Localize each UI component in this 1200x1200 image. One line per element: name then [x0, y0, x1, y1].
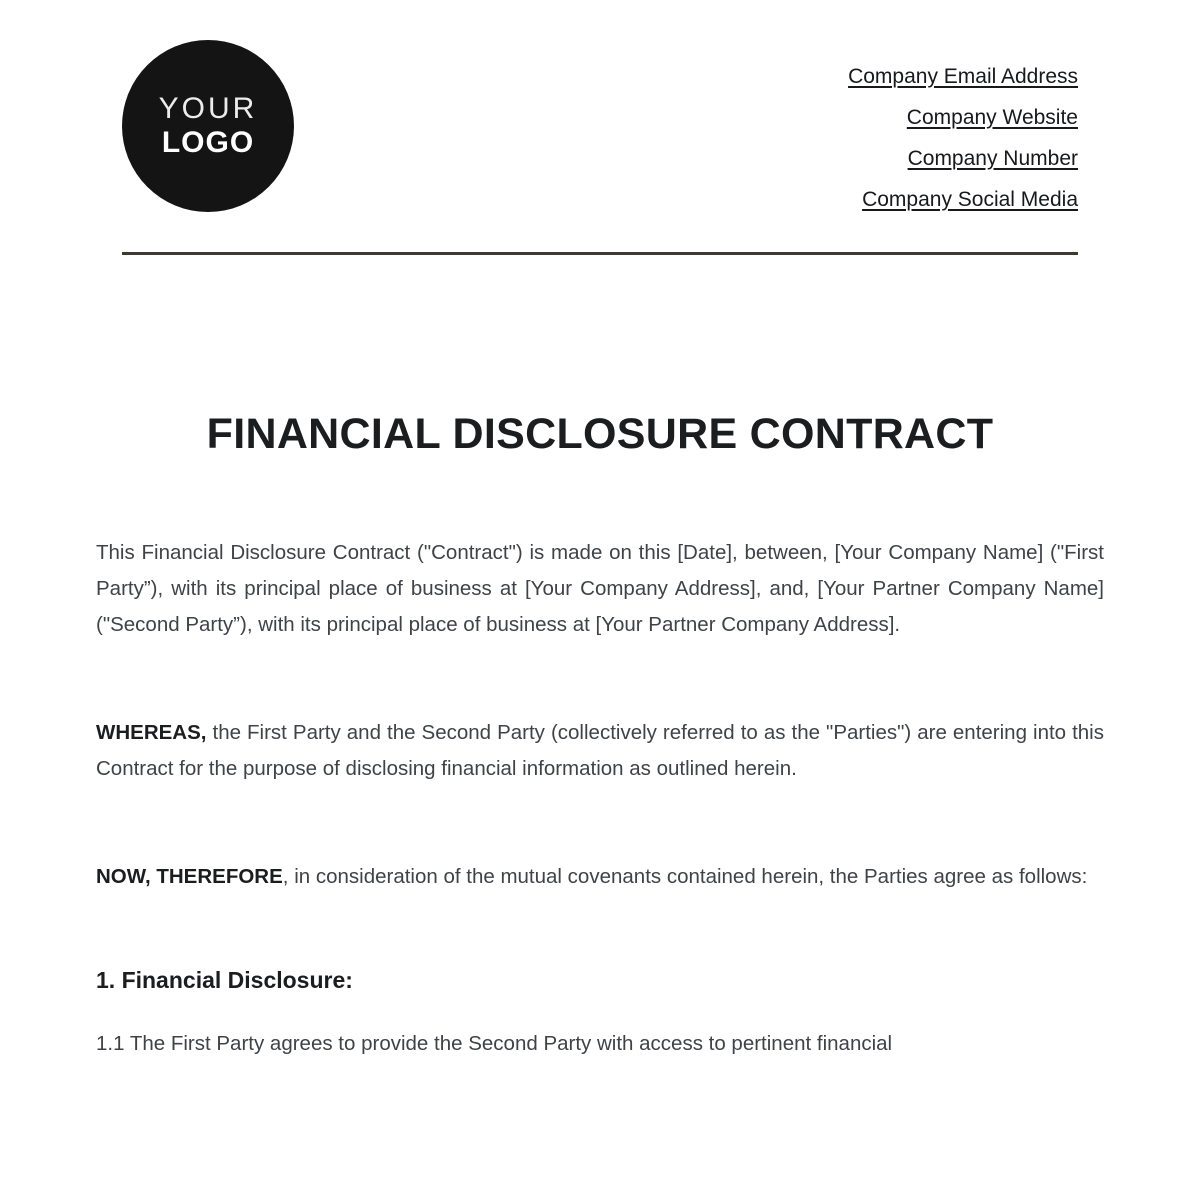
- company-social-media-link[interactable]: Company Social Media: [862, 188, 1078, 211]
- clause-1-1-paragraph: 1.1 The First Party agrees to provide the Second Party with access to pertinent financial: [96, 1032, 893, 1055]
- now-therefore-paragraph: [96, 859, 1104, 895]
- now-therefore-text: , in consideration of the mutual covenants contained herein, the Parties agree as follows:: [282, 865, 1088, 888]
- document-header: [96, 40, 1104, 220]
- whereas-lead: WHEREAS,: [96, 721, 207, 744]
- now-therefore-lead: NOW, THEREFORE: [96, 865, 283, 888]
- company-contact-links: [848, 40, 1078, 220]
- header-divider: [122, 252, 1078, 255]
- whereas-text: the First Party and the Second Party (collectively referred to as the "Parties") are entering into this Contract for the purpose of disclosing financial information as outlined herein.: [96, 721, 1104, 780]
- document-body: [96, 535, 1104, 1062]
- company-number-link[interactable]: Company Number: [907, 147, 1078, 170]
- company-website-link[interactable]: Company Website: [906, 106, 1078, 129]
- whereas-paragraph: [96, 715, 1104, 787]
- company-logo: [122, 40, 294, 212]
- section-1-heading: 1. Financial Disclosure:: [96, 967, 353, 993]
- intro-paragraph: [96, 535, 1104, 643]
- logo-text-logo: LOGO: [161, 126, 255, 159]
- logo-text-your: YOUR: [158, 92, 258, 125]
- intro-paragraph-text: This Financial Disclosure Contract ("Contract") is made on this [Date], between, [Your Company Name] ("First Party”), with its principal place of business at [Your Company Address], and, [Your Partner Company Name] ("Second Party”), with its principal place of business at [Your Partner Company Address].: [96, 541, 1104, 636]
- document-title: FINANCIAL DISCLOSURE CONTRACT: [206, 410, 994, 458]
- company-email-link[interactable]: Company Email Address: [848, 65, 1078, 88]
